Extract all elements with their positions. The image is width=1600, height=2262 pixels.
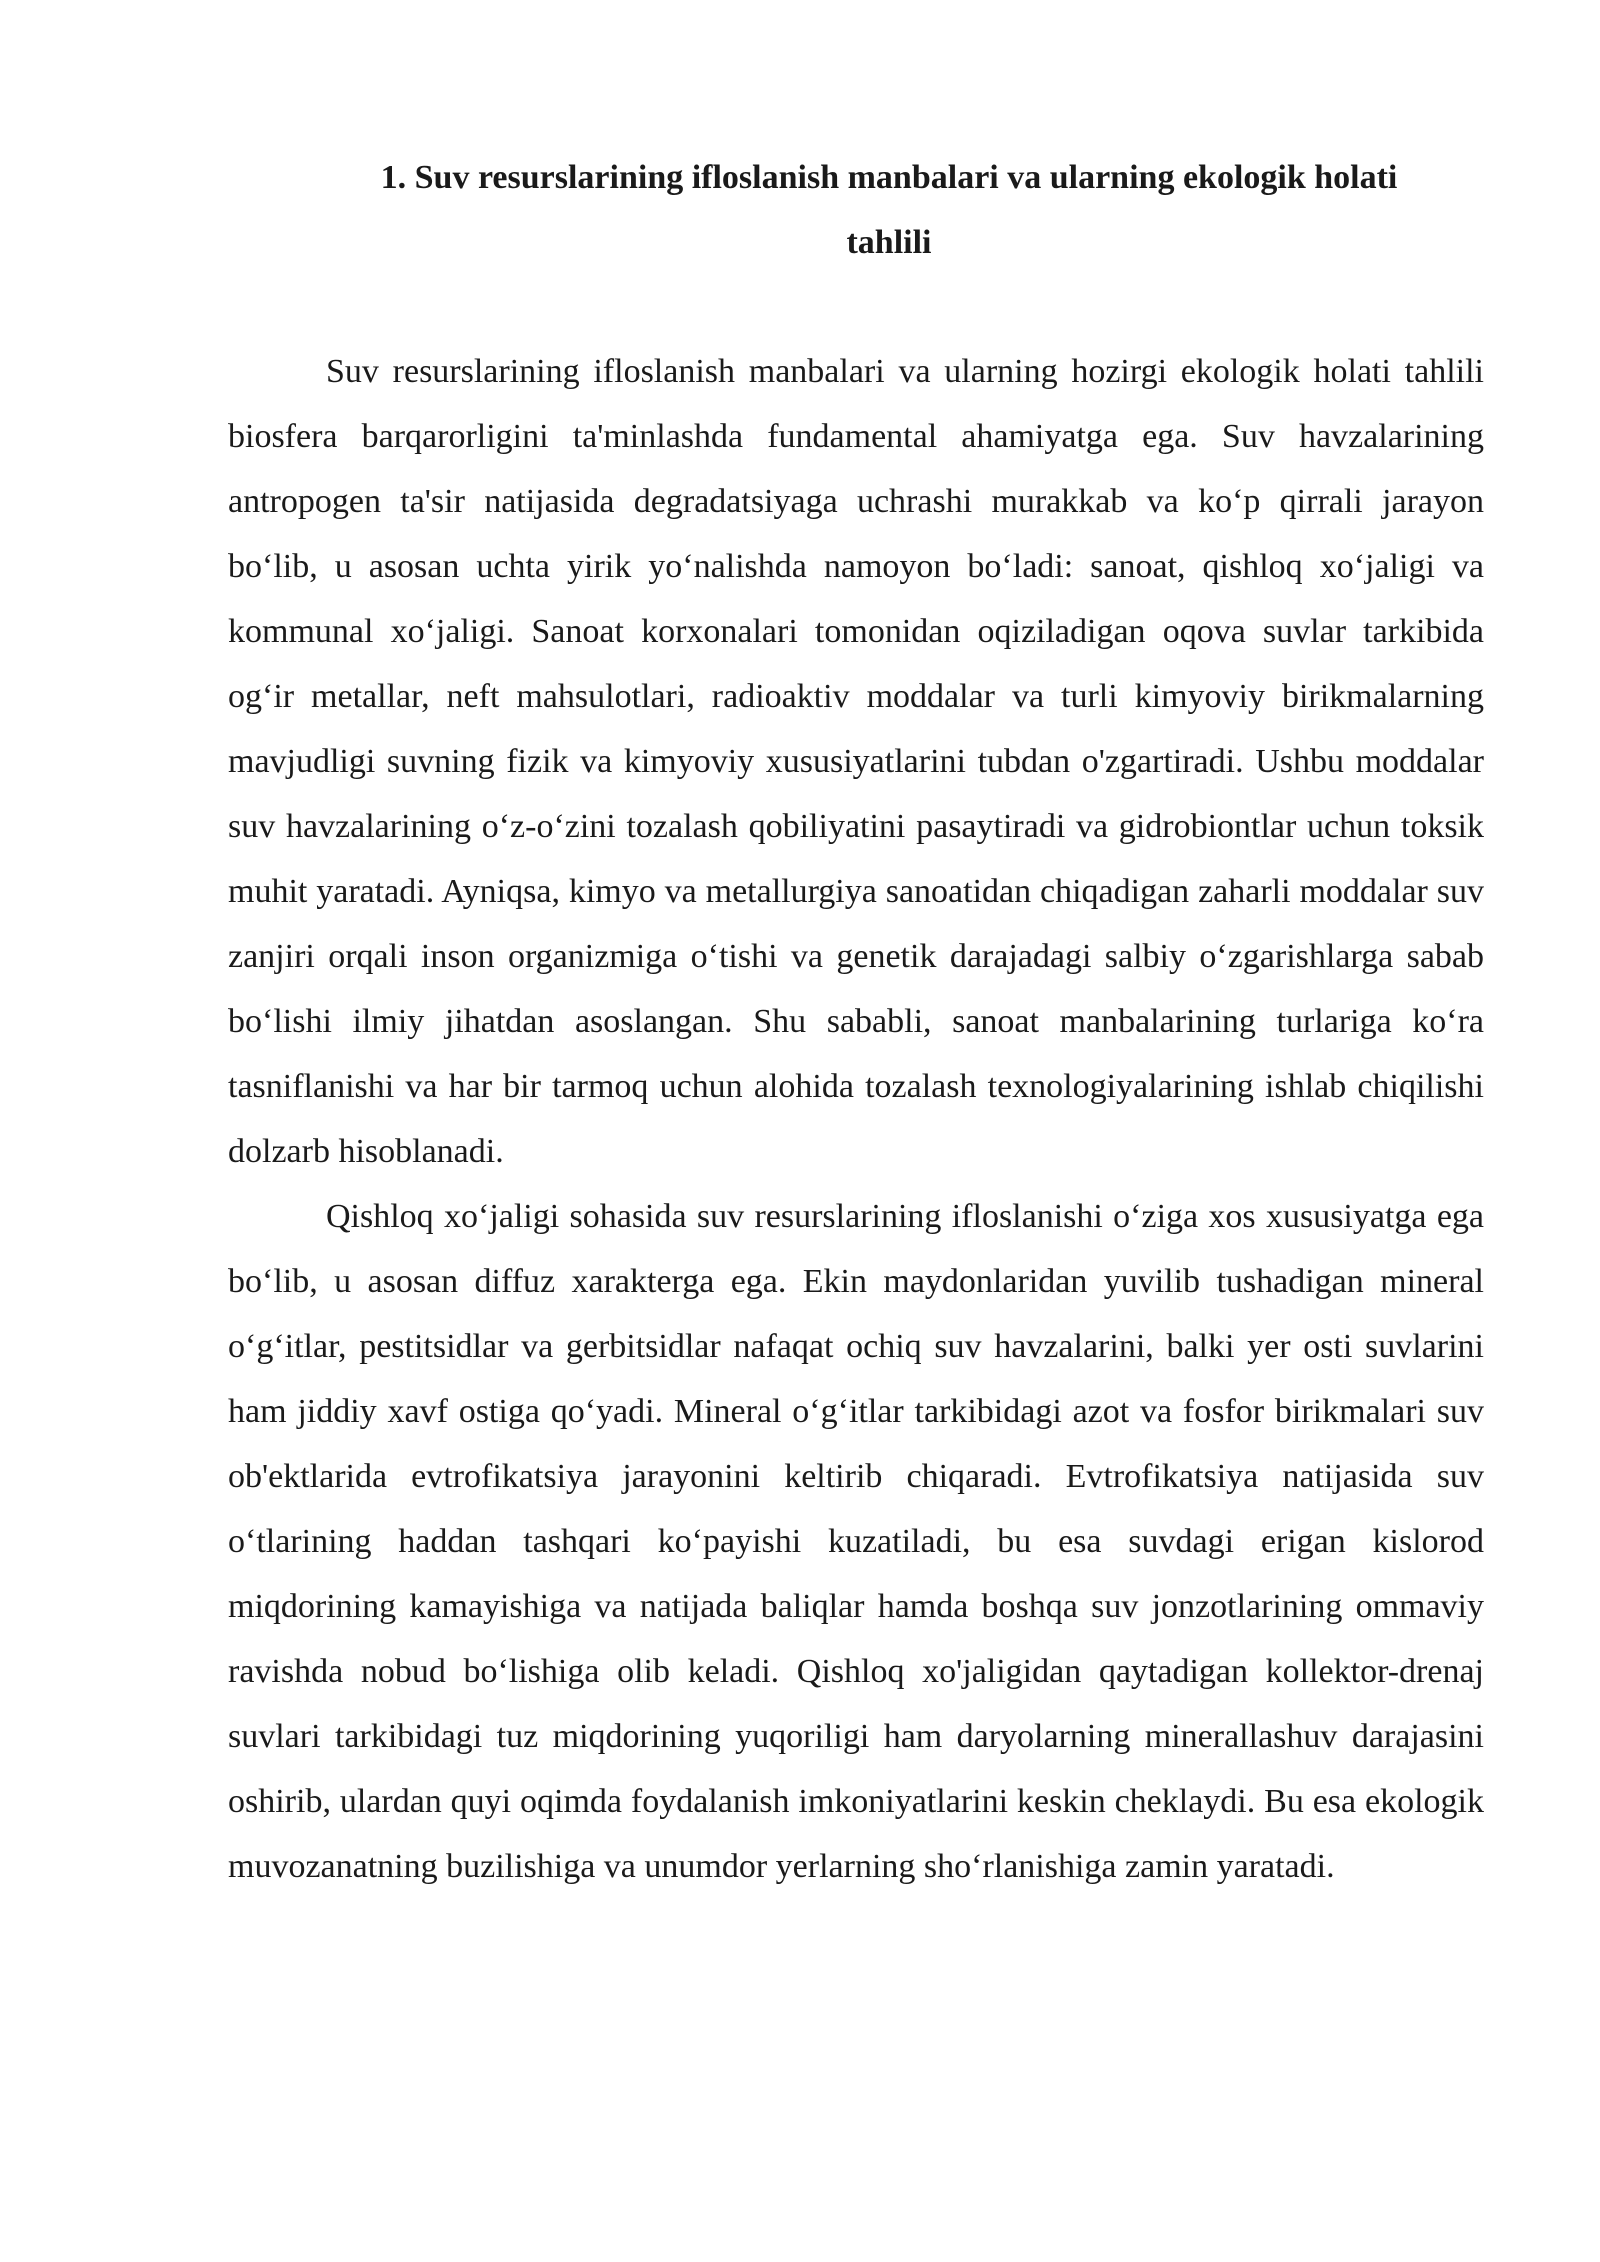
section-title <box>228 145 1550 275</box>
section-title-line-2: tahlili <box>846 224 932 261</box>
paragraph-industrial-pollution: Suv resurslarining ifloslanish manbalari va ularning hozirgi ekologik holati tahlili biosfera barqarorligini ta'minlashda fundamental ahamiyatga ega. Suv havzalarining antropogen ta'sir natijasida degradatsiyaga uchrashi murakkab va ko‘p qirrali jarayon bo‘lib, u asosan uchta yirik yo‘nalishda namoyon bo‘ladi: sanoat, qishloq xo‘jaligi va kommunal xo‘jaligi. Sanoat korxonalari tomonidan oqiziladigan oqova suvlar tarkibida og‘ir metallar, neft mahsulotlari, radioaktiv moddalar va turli kimyoviy birikmalarning mavjudligi suvning fizik va kimyoviy xususiyatlarini tubdan o'zgartiradi. Ushbu moddalar suv havzalarining o‘z-o‘zini tozalash qobiliyatini pasaytiradi va gidrobiontlar uchun toksik muhit yaratadi. Ayniqsa, kimyo va metallurgiya sanoatidan chiqadigan zaharli moddalar suv zanjiri orqali inson organizmiga o‘tishi va genetik darajadagi salbiy o‘zgarishlarga sabab bo‘lishi ilmiy jihatdan asoslangan. Shu sababli, sanoat manbalarining turlariga ko‘ra tasniflanishi va har bir tarmoq uchun alohida tozalash texnologiyalarining ishlab chiqilishi dolzarb hisoblanadi. <box>228 353 1484 1170</box>
paragraph-agricultural-pollution: Qishloq xo‘jaligi sohasida suv resurslarining ifloslanishi o‘ziga xos xususiyatga ega bo‘lib, u asosan diffuz xarakterga ega. Ekin maydonlaridan yuvilib tushadigan mineral o‘g‘itlar, pestitsidlar va gerbitsidlar nafaqat ochiq suv havzalarini, balki yer osti suvlarini ham jiddiy xavf ostiga qo‘yadi. Mineral o‘g‘itlar tarkibidagi azot va fosfor birikmalari suv ob'ektlarida evtrofikatsiya jarayonini keltirib chiqaradi. Evtrofikatsiya natijasida suv o‘tlarining haddan tashqari ko‘payishi kuzatiladi, bu esa suvdagi erigan kislorod miqdorining kamayishiga va natijada baliqlar hamda boshqa suv jonzotlarining ommaviy ravishda nobud bo‘lishiga olib keladi. Qishloq xo'jaligidan qaytadigan kollektor-drenaj suvlari tarkibidagi tuz miqdorining yuqoriligi ham daryolarning minerallashuv darajasini oshirib, ulardan quyi oqimda foydalanish imkoniyatlarini keskin cheklaydi. Bu esa ekologik muvozanatning buzilishiga va unumdor yerlarning sho‘rlanishiga zamin yaratadi. <box>228 1198 1484 1885</box>
body-text <box>228 339 1484 1899</box>
section-title-line-1: 1. Suv resurslarining ifloslanish manbalari va ularning ekologik holati <box>380 159 1398 196</box>
